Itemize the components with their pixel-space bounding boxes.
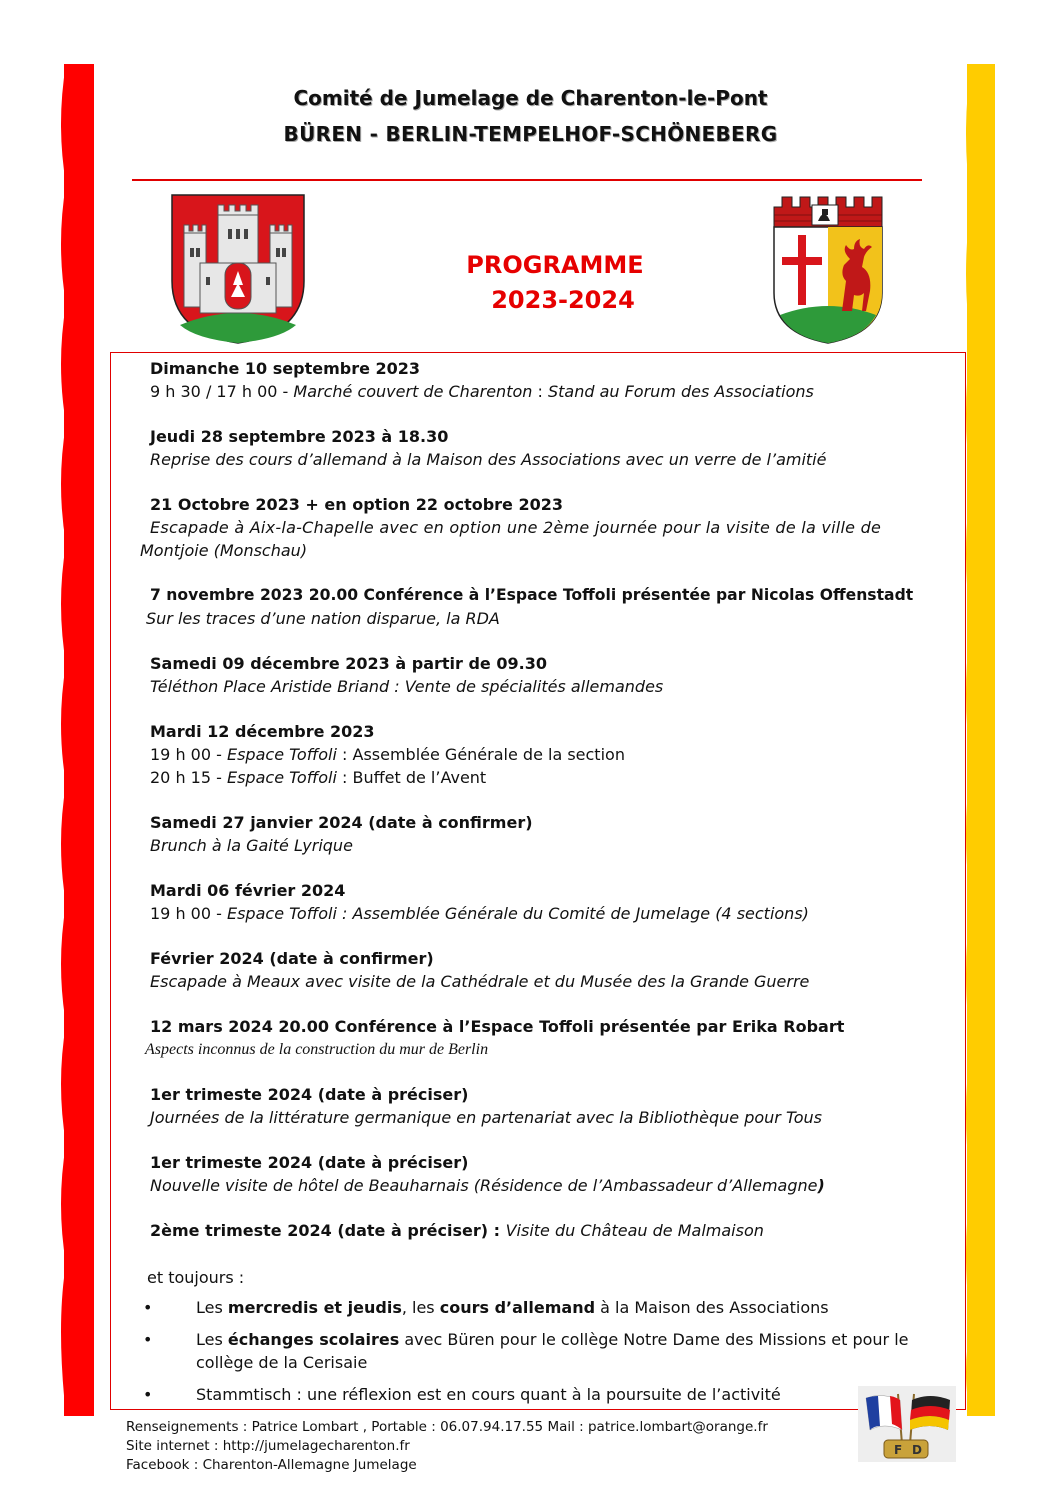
event-desc-end: ) <box>817 1176 825 1195</box>
event-detail <box>150 1219 965 1242</box>
event-1 <box>150 357 965 403</box>
flag-letter-f: F <box>894 1443 903 1457</box>
bullet-dot: • <box>143 1298 153 1317</box>
event-date: 7 novembre 2023 20.00 Conférence à l’Espace Toffoli présentée par Nicolas Offenstadt <box>150 586 914 604</box>
event-7 <box>150 811 965 857</box>
event-desc: Aspects inconnus de la construction du mur de Berlin <box>145 1041 489 1058</box>
event-detail-2 <box>150 766 965 789</box>
event-12 <box>150 1151 965 1197</box>
event-10 <box>145 1015 965 1061</box>
event-desc: Sur les traces d’une nation disparue, la RDA <box>146 609 500 628</box>
event-time: 19 h 00 - <box>150 745 227 764</box>
contact-line: Renseignements : Patrice Lombart , Portable : 06.07.94.17.55 Mail : patrice.lombart@orange.fr <box>126 1419 768 1435</box>
event-list <box>140 357 965 1264</box>
committee-title: Comité de Jumelage de Charenton-le-Pont <box>293 86 768 110</box>
programme-title: PROGRAMME <box>466 251 644 279</box>
event-date: 21 Octobre 2023 + en option 22 octobre 2023 <box>150 495 563 514</box>
recurring-activities-list <box>143 1296 965 1415</box>
facebook-line: Facebook : Charenton-Allemagne Jumelage <box>126 1457 417 1473</box>
event-5 <box>150 652 965 698</box>
event-time: 9 h 30 / 17 h 00 - <box>150 382 294 401</box>
event-desc: Stand au Forum des Associations <box>547 382 814 401</box>
event-3 <box>140 493 965 562</box>
list-item <box>143 1383 965 1406</box>
event-2 <box>150 425 965 471</box>
event-desc-text: Nouvelle visite de hôtel de Beauharnais (Résidence de l’Ambassadeur d’Allemagne <box>150 1176 818 1195</box>
item-text: avec Büren pour le collège Notre Dame des Missions et pour le collège de la Cerisaie <box>196 1330 909 1372</box>
event-desc: Escapade à Aix-la-Chapelle avec en option une 2ème journée pour la visite de la ville de <box>150 518 882 537</box>
event-date: Février 2024 (date à confirmer) <box>150 949 434 968</box>
event-detail <box>150 380 965 403</box>
event-desc: Journées de la littérature germanique en partenariat avec la Bibliothèque pour Tous <box>150 1108 823 1127</box>
event-date: 1er trimeste 2024 (date à préciser) <box>150 1085 469 1104</box>
right-yellow-band <box>967 64 995 1416</box>
event-place: Espace Toffoli <box>226 768 337 787</box>
event-desc: Téléthon Place Aristide Briand : Vente de spécialités allemandes <box>150 677 664 696</box>
event-date: Samedi 09 décembre 2023 à partir de 09.30 <box>150 654 547 673</box>
event-time: 19 h 00 - <box>150 904 227 923</box>
bullet-dot: • <box>143 1385 153 1404</box>
event-desc <box>150 1174 965 1197</box>
event-place: Espace Toffoli <box>226 745 337 764</box>
list-item <box>143 1296 965 1319</box>
event-sep: : <box>532 382 548 401</box>
event-desc: : Assemblée Générale de la section <box>336 745 625 764</box>
event-desc: Espace Toffoli : Assemblée Générale du Comité de Jumelage (4 sections) <box>226 904 809 923</box>
event-desc: Escapade à Meaux avec visite de la Cathédrale et du Musée des la Grande Guerre <box>150 972 810 991</box>
item-bold: échanges scolaires <box>227 1330 400 1349</box>
item-text: à la Maison des Associations <box>595 1298 829 1317</box>
flag-letter-d: D <box>912 1443 922 1457</box>
event-6 <box>150 720 965 789</box>
franco-german-flags-icon <box>858 1386 956 1462</box>
event-8 <box>150 879 965 925</box>
item-bold: cours d’allemand <box>439 1298 596 1317</box>
twin-cities-title: BÜREN - BERLIN-TEMPELHOF-SCHÖNEBERG <box>283 122 778 146</box>
event-detail <box>150 902 965 925</box>
website-line[interactable]: Site internet : http://jumelagecharenton.fr <box>126 1438 410 1454</box>
programme-years: 2023-2024 <box>491 286 635 314</box>
event-desc: : Buffet de l’Avent <box>336 768 487 787</box>
item-text: , les <box>401 1298 440 1317</box>
left-red-band <box>64 64 94 1416</box>
event-13 <box>150 1219 965 1242</box>
event-11 <box>150 1083 965 1129</box>
event-detail-1 <box>150 743 965 766</box>
header-divider <box>132 179 922 181</box>
event-date: 1er trimeste 2024 (date à préciser) <box>150 1153 469 1172</box>
list-item <box>143 1328 965 1374</box>
event-date: Mardi 06 février 2024 <box>150 881 346 900</box>
event-time: 20 h 15 - <box>150 768 227 787</box>
event-4 <box>146 584 965 630</box>
bueren-coat-of-arms <box>170 193 306 345</box>
event-desc: Brunch à la Gaité Lyrique <box>150 836 353 855</box>
bullet-dot: • <box>143 1330 153 1349</box>
event-date: Dimanche 10 septembre 2023 <box>150 359 421 378</box>
event-desc: Reprise des cours d’allemand à la Maison des Associations avec un verre de l’amitié <box>150 450 827 469</box>
event-date: 2ème trimeste 2024 (date à préciser) : <box>150 1221 506 1240</box>
contact-footer <box>126 1418 768 1475</box>
item-text: Les <box>196 1330 228 1349</box>
item-text: Les <box>196 1298 228 1317</box>
toujours-label: et toujours : <box>147 1268 245 1287</box>
event-date: Mardi 12 décembre 2023 <box>150 722 375 741</box>
event-9 <box>150 947 965 993</box>
event-date: Jeudi 28 septembre 2023 à 18.30 <box>150 427 449 446</box>
event-date: Samedi 27 janvier 2024 (date à confirmer) <box>150 813 533 832</box>
event-desc: Visite du Château de Malmaison <box>505 1221 764 1240</box>
event-place: Marché couvert de Charenton <box>293 382 533 401</box>
event-date: 12 mars 2024 20.00 Conférence à l’Espace Toffoli présentée par Erika Robart <box>150 1017 845 1036</box>
event-desc-cont: Montjoie (Monschau) <box>140 541 308 560</box>
item-text: Stammtisch : une réflexion est en cours quant à la poursuite de l’activité <box>196 1385 781 1404</box>
item-bold: mercredis et jeudis <box>227 1298 402 1317</box>
tempelhof-schoeneberg-coat-of-arms <box>772 193 884 345</box>
